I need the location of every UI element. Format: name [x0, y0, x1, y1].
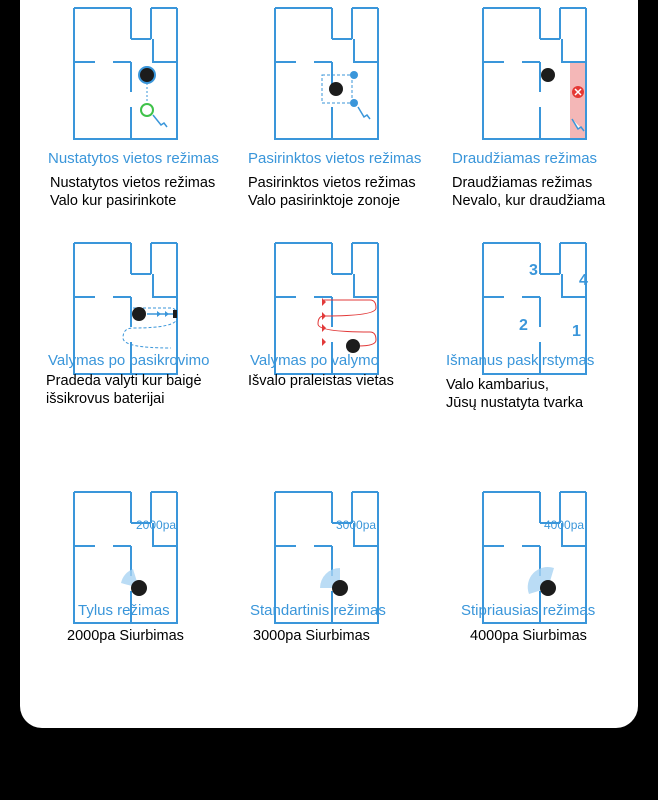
mode-restricted [440, 0, 646, 209]
room-number: 1 [572, 323, 581, 340]
floorplan-spot-icon [73, 7, 183, 142]
mode-title: Valymas po valymo [250, 352, 379, 369]
mode-title: Draudžiamas režimas [452, 150, 598, 167]
mode-description: Draudžiamas režimas Nevalo, kur draudžiama [452, 175, 606, 209]
suction-power-label: 4000pa [544, 518, 585, 532]
mode-recheck [234, 232, 440, 432]
mode-title: Pasirinktos vietos režimas [248, 150, 422, 167]
mode-zone [234, 0, 440, 209]
floorplan-restricted-icon [482, 7, 592, 142]
mode-description: 4000pa Siurbimas [470, 628, 587, 644]
mode-title: Stipriausias režimas [461, 602, 596, 619]
mode-standard [234, 488, 440, 668]
mode-quiet [28, 488, 234, 668]
mode-description: Išvalo praleistas vietas [248, 373, 394, 389]
mode-title: Išmanus paskirstymas [446, 352, 595, 369]
floorplan-zone-icon [274, 7, 384, 142]
mode-description: Nustatytos vietos režimas Valo kur pasirinkote [50, 175, 216, 209]
mode-title: Nustatytos vietos režimas [48, 150, 219, 167]
mode-max [440, 488, 646, 668]
mode-description: 2000pa Siurbimas [67, 628, 184, 644]
mode-spot [28, 0, 234, 209]
mode-resume [28, 232, 234, 432]
suction-power-label: 2000pa [136, 518, 177, 532]
mode-smart-zoning [440, 232, 646, 432]
mode-title: Valymas po pasikrovimo [48, 352, 210, 369]
mode-description: Valo kambarius, Jūsų nustatyta tvarka [446, 377, 584, 411]
room-number: 4 [579, 272, 588, 289]
suction-power-label: 3000pa [336, 518, 377, 532]
feature-card [20, 0, 638, 728]
room-number: 2 [519, 317, 528, 334]
mode-title: Tylus režimas [78, 602, 170, 619]
room-number: 3 [529, 262, 538, 279]
mode-title: Standartinis režimas [250, 602, 386, 619]
mode-description: 3000pa Siurbimas [253, 628, 370, 644]
mode-description: Pasirinktos vietos režimas Valo pasirinktoje zonoje [248, 175, 416, 209]
mode-description: Pradeda valyti kur baigė išsikrovus baterijai [46, 373, 202, 407]
